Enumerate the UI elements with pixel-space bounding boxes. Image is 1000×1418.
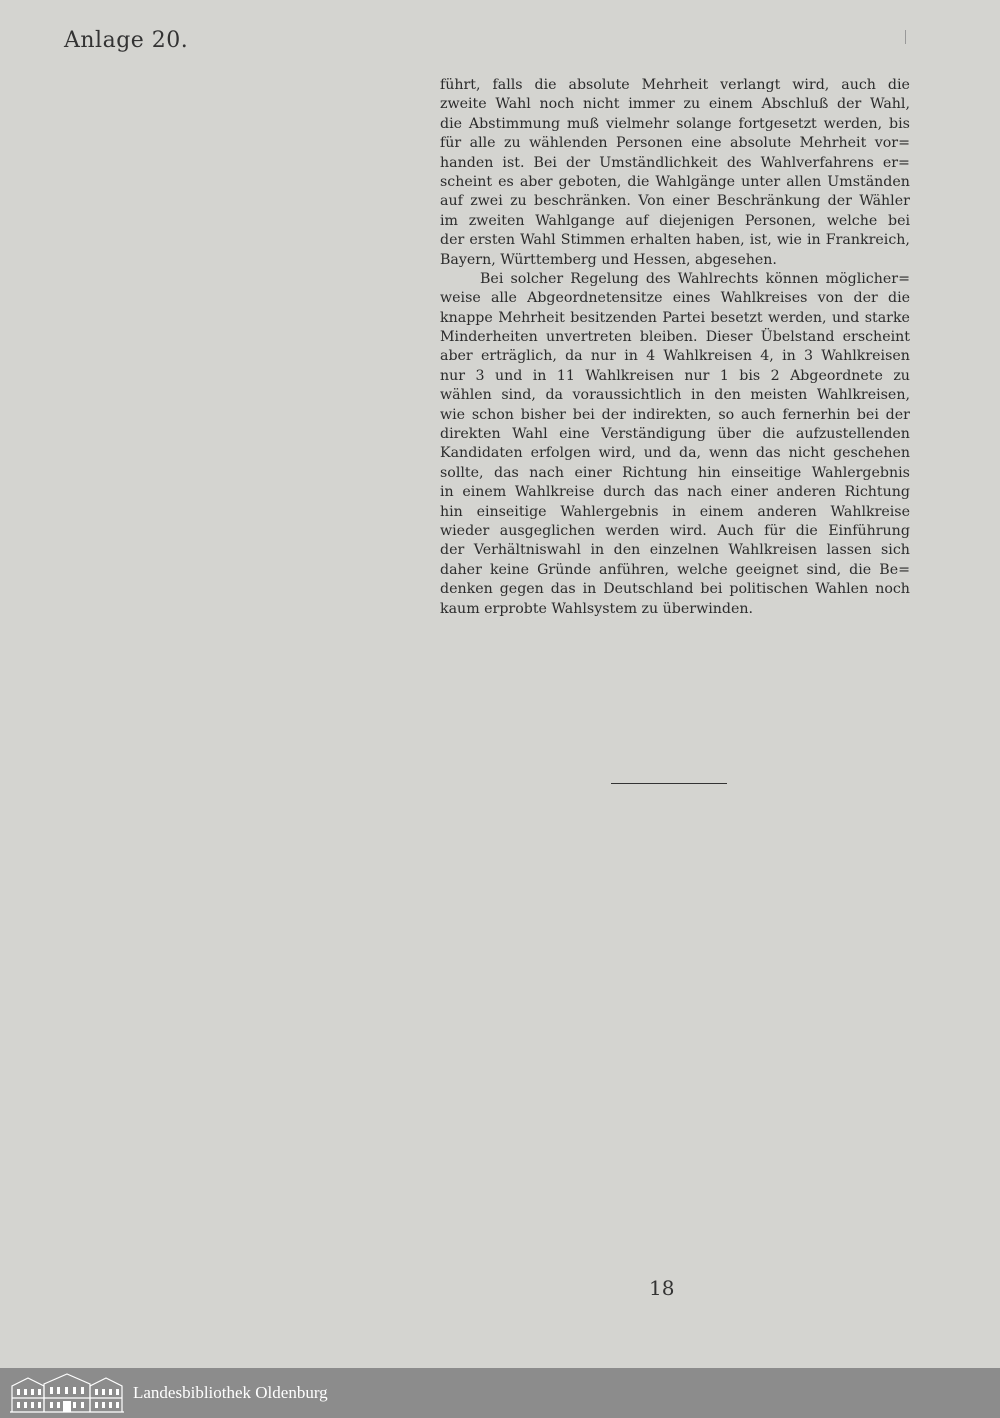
text-line: auf zwei zu beschränken. Von einer Beschränkung der Wähler — [440, 193, 910, 210]
footer-bar — [0, 1368, 1000, 1418]
text-line: die Abstimmung muß vielmehr solange fortgesetzt werden, bis — [440, 115, 910, 132]
text-line: wieder ausgeglichen werden wird. Auch für die Einführung — [440, 522, 910, 539]
text-line: in einem Wahlkreise durch das nach einer anderen Richtung — [440, 484, 910, 501]
text-line: Bayern, Württemberg und Hessen, abgesehen. — [440, 251, 777, 268]
text-line: handen ist. Bei der Umständlichkeit des Wahlverfahrens er= — [440, 154, 910, 171]
text-line: führt, falls die absolute Mehrheit verlangt wird, auch die — [440, 77, 910, 93]
text-line: nur 3 und in 11 Wahlkreisen nur 1 bis 2 Abgeordnete zu — [440, 367, 910, 384]
text-line: weise alle Abgeordnetensitze eines Wahlkreises von der die — [440, 290, 910, 307]
text-line: Kandidaten erfolgen wird, und da, wenn das nicht geschehen — [440, 445, 910, 462]
body-text — [440, 76, 910, 619]
text-line: im zweiten Wahlgange auf diejenigen Personen, welche bei — [440, 212, 910, 229]
library-building-icon — [8, 1372, 126, 1416]
text-line: wie schon bisher bei der indirekten, so auch fernerhin bei der — [440, 406, 910, 423]
text-line: direkten Wahl eine Verständigung über die aufzustellenden — [440, 426, 910, 443]
text-line: zweite Wahl noch nicht immer zu einem Abschluß der Wahl, — [440, 96, 910, 113]
text-line: scheint es aber geboten, die Wahlgänge unter allen Umständen — [440, 173, 910, 190]
page-number: 18 — [649, 1276, 675, 1300]
text-line: knappe Mehrheit besitzenden Partei besetzt werden, und starke — [440, 309, 910, 326]
text-line: kaum erprobte Wahlsystem zu überwinden. — [440, 600, 754, 617]
text-line: denken gegen das in Deutschland bei politischen Wahlen noch — [440, 581, 910, 598]
text-line: der Verhältniswahl in den einzelnen Wahlkreisen lassen sich — [440, 542, 910, 559]
text-line: hin einseitige Wahlergebnis in einem anderen Wahlkreise — [440, 503, 910, 520]
text-line: sollte, das nach einer Richtung hin einseitige Wahlergebnis — [440, 464, 910, 481]
appendix-label: Anlage 20. — [64, 28, 189, 53]
section-divider — [611, 783, 727, 784]
text-line: für alle zu wählenden Personen eine absolute Mehrheit vor= — [440, 135, 910, 152]
scan-edge-mark — [905, 30, 906, 44]
text-line: wählen sind, da voraussichtlich in den meisten Wahlkreisen, — [440, 387, 910, 404]
library-name: Landesbibliothek Oldenburg — [133, 1383, 328, 1402]
text-line: daher keine Gründe anführen, welche geeignet sind, die Be= — [440, 561, 910, 578]
text-line: aber erträglich, da nur in 4 Wahlkreisen 4, in 3 Wahlkreisen — [440, 348, 910, 365]
text-line: Bei solcher Regelung des Wahlrechts können möglicher= — [480, 270, 910, 287]
text-line: der ersten Wahl Stimmen erhalten haben, ist, wie in Frankreich, — [440, 232, 910, 249]
text-line: Minderheiten unvertreten bleiben. Dieser Übelstand erscheint — [440, 329, 910, 346]
